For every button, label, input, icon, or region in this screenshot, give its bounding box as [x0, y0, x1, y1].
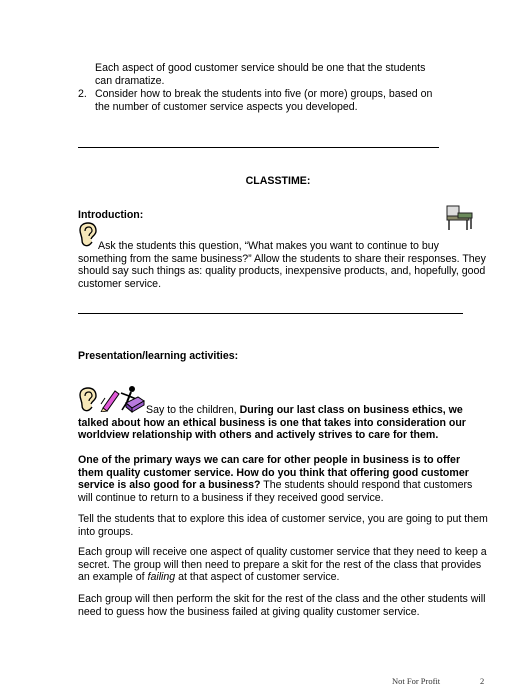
paragraph-4	[78, 546, 488, 584]
say-bold-text: During our last class on business ethics, we talked about how an ethical business is one that takes into consideration our worldview relationship with others and actively strives to care for them.	[78, 404, 466, 442]
paragraph-3: Tell the students that to explore this idea of customer service, you are going to put them into groups.	[78, 513, 488, 538]
footer-label: Not For Profit	[392, 676, 441, 686]
paragraph-4-b: at that aspect of customer service.	[175, 571, 340, 584]
paragraph-2-bold: One of the primary ways we can care for other people in business is to offer them quality customer service. How do you think that offering good customer service is also good for a business?	[78, 454, 469, 492]
paragraph-2	[78, 454, 488, 504]
paragraph-4-a: Each group will receive one aspect of quality customer service that they need to keep a secret. The group will then need to prepare a skit for the rest of the class that provides an example of	[78, 546, 487, 584]
paragraph-2-rest: The students should respond that customers will continue to return to a business if they received good service.	[78, 479, 473, 504]
classroom-desk-icon	[444, 204, 476, 232]
list-item-2-text: Consider how to break the students into five (or more) groups, based on the number of customer service aspects you developed.	[95, 88, 433, 113]
say-paragraph	[78, 404, 488, 442]
paragraph-5: Each group will then perform the skit for the rest of the class and the other students will need to guess how the business failed at giving quality customer service.	[78, 593, 486, 618]
list-item-1-continuation: Each aspect of good customer service should be one that the students can dramatize.	[95, 62, 426, 87]
say-prefix: Say to the children,	[146, 404, 240, 416]
divider-top	[78, 147, 439, 148]
presentation-heading: Presentation/learning activities:	[78, 350, 239, 362]
page-number: 2	[480, 676, 485, 686]
classtime-heading: CLASSTIME:	[245, 175, 311, 187]
introduction-heading: Introduction:	[78, 209, 144, 221]
list-item-2-number: 2.	[78, 88, 87, 100]
introduction-text: Ask the students this question, “What makes you want to continue to buy something from the same business?” Allow the students to share their responses. They should say such things as: quality products, inexpensive products, and, hopefully, good customer service.	[78, 240, 486, 290]
paragraph-4-italic: failing	[147, 571, 176, 584]
divider-middle	[78, 313, 463, 314]
